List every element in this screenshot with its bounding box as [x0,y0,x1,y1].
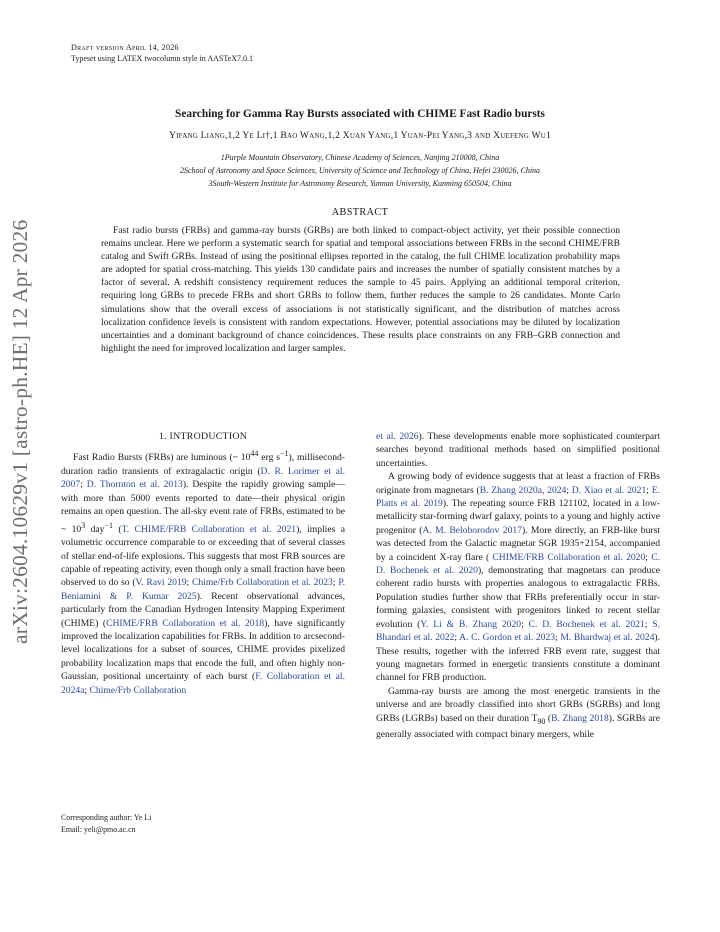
text-run: ( [112,523,122,535]
left-column [61,430,345,697]
text-run: ; [84,684,90,696]
intro-paragraph-2 [376,470,660,685]
text-run: ; [555,632,561,644]
citation-link[interactable]: 2024 [547,484,567,496]
citation-link[interactable]: P. Beniamini & P. Kumar 2025 [61,577,345,602]
citation-link[interactable]: CHIME/FRB Collaboration et al. 2020 [492,551,646,563]
text-run: ), millisecond-duration radio transients of extragalactic origin ( [61,452,346,477]
citation-link[interactable]: D. Thornton et al. 2013 [86,479,183,491]
footnote [61,812,151,835]
text-run: ). SGRBs are generally associated with compact binary mergers, while [376,712,661,740]
text-run: ; [80,479,87,491]
arxiv-stamp: arXiv:2604.10629v1 [astro-ph.HE] 12 Apr 2026 [8,219,32,644]
citation-link[interactable]: Y. Li & B. Zhang 2020 [420,618,522,630]
affiliation-1: 1Purple Mountain Observatory, Chinese Academy of Sciences, Nanjing 210008, China [220,153,500,162]
citation-link[interactable]: D. Xiao et al. 2021 [571,484,647,496]
text-run: , [541,484,548,496]
citation-link[interactable]: T. CHIME/FRB Collaboration et al. 2021 [121,523,297,535]
affiliations [60,151,660,190]
citation-link[interactable]: et al. 2026 [376,431,419,442]
subscript: 90 [537,716,546,726]
citation-link[interactable]: B. Zhang 2018 [551,712,609,724]
text-run: ; [521,618,529,630]
citation-link[interactable]: E. Platts et al. 2019 [376,484,660,510]
text-run: Fast Radio Bursts (FRBs) are luminous (~ 10 [73,452,251,464]
text-run: ). These developments enable more sophisticated counterpart searches beyond traditional methods based on simplified positional uncertainties. [376,431,660,469]
text-run: ; [186,577,192,589]
superscript: −1 [104,520,113,530]
affiliation-3: 3South-Western Institute for Astronomy Research, Yunnan University, Kunming 650504, China [208,179,512,188]
author-list: Yifang Liang,1,2 Ye Li†,1 Bao Wang,1,2 Xuan Yang,1 Yuan-Pei Yang,3 and Xuefeng Wu1 [169,130,551,141]
citation-link[interactable]: C. D. Bochenek et al. 2021 [528,618,645,630]
text-run: ; [646,484,652,496]
section-heading: 1. INTRODUCTION [158,431,248,442]
typeset-note: Typeset using LATEX twocolumn style in AASTeX7.0.1 [71,54,253,63]
citation-link[interactable]: Chime/Frb Collaboration et al. 2023 [191,577,333,589]
text-run: ), have significantly improved the localization capabilities for FRBs. In addition to arcsecond-level localizations for a subset of sources, CHIME provides pixelized probability localization maps that encode the full, and often highly non-Gaussian, positional uncertainty of each burst ( [61,617,345,683]
text-run: ). Despite the rapidly growing sample—with more than 5000 events reported to date—their physical origin remains an open question. The all-sky event rate of FRBs, estimated to be ~ 10 [61,479,345,535]
text-run: ; [454,632,460,644]
text-run: ; [644,618,653,630]
text-run: day [85,523,105,535]
superscript: 44 [250,449,259,459]
text-run: ; [566,484,572,496]
affiliation-2: 2School of Astronomy and Space Sciences, University of Science and Technology of China, Hefei 230026, China [179,166,541,175]
author-email: Email: yeli@pmo.ac.cn [61,824,136,834]
corresponding-author: Corresponding author: Ye Li [61,813,152,822]
text-run: ). Recent observational advances, particularly from the Canadian Hydrogen Intensity Mapping Experiment (CHIME) ( [61,590,345,629]
preprint-header [71,42,253,64]
intro-paragraph-1-cont [376,430,660,470]
text-run: ( [545,712,552,724]
text-run: ). More directly, an FRB-like burst was detected from the Galactic magnetar SGR 1935+2154, accompanied by a coincident X-ray flare ( [376,524,660,563]
abstract-heading: ABSTRACT [331,207,389,218]
superscript: 3 [81,520,86,530]
text-run: Gamma-ray bursts are among the most energetic transients in the universe and are broadly classified into short GRBs (SGRBs) and long GRBs (LGRBs) based on their duration T [376,685,660,724]
citation-link[interactable]: V. Ravi 2019 [135,577,187,589]
right-column [376,430,660,741]
text-run: ), demonstrating that magnetars can produce coherent radio bursts with properties analogous to extragalactic FRBs. Population studies further show that FRBs preferentially occur in star-forming galaxies, consistent with progenitors linked to recent stellar evolution ( [376,565,660,630]
citation-link[interactable]: B. Zhang 2020a [479,484,542,496]
citation-link[interactable]: F. Collaboration et al. 2024a [61,671,345,696]
citation-link[interactable]: D. R. Lorimer et al. 2007 [61,466,345,491]
text-run: ; [645,551,652,563]
abstract-text: Fast radio bursts (FRBs) and gamma-ray bursts (GRBs) are both linked to compact-object activity, yet their possible connection remains unclear. Here we perform a systematic search for spatial and temporal associations between FRBs in the second CHIME/FRB catalog and Swift GRBs. Instead of using the positional ellipses reported in the catalog, the full CHIME localization probability maps are adopted for spatial cross-matching. This yields 130 candidate pairs and increases the number of spatially consistent matches by a factor of several. A redshift consistency requirement reduces the sample to 45 pairs. Applying an additional temporal criterion, requiring long GRBs to precede FRBs and short GRBs to follow them, further reduces the sample to 26 candidates. Monte Carlo simulations show that the overall excess of associations is not statistically significant, and the distribution of matches across localization confidence levels is consistent with random expectations. However, potential associations may be diluted by localization uncertainties and a dominant background of chance coincidences. These results place constraints on any FRB–GRB connection and highlight the need for improved localization and larger samples. [101,225,620,354]
text-run: ). These results, together with the inferred FRB event rate, suggest that young magnetars formed in energetic transients constitute a dominant channel for FRB production. [376,632,660,684]
citation-link[interactable]: A. C. Gordon et al. 2023 [459,632,556,644]
citation-link[interactable]: CHIME/FRB Collaboration et al. 2018 [106,617,265,629]
superscript: −1 [280,449,289,459]
citation-link[interactable]: S. Bhandari et al. 2022 [376,618,660,644]
text-run: erg s [258,452,281,464]
paper-title: Searching for Gamma Ray Bursts associated with CHIME Fast Radio bursts [175,108,545,120]
citation-link[interactable]: C. D. Bochenek et al. 2020 [376,551,661,577]
intro-paragraph-3 [376,685,660,742]
intro-paragraph-1 [61,447,345,697]
text-run: ; [332,577,339,589]
citation-link[interactable]: Chime/Frb Collaboration [89,684,187,696]
citation-link[interactable]: A. M. Beloborodov 2017 [422,524,522,536]
citation-link[interactable]: M. Bhardwaj et al. 2024 [560,632,655,644]
text-run: ), implies a volumetric occurrence comparable to or exceeding that of several classes of stellar end-of-life explosions. This suggests that most FRB sources are capable of repeating activity, even though only a small fraction have been observed to do so ( [61,523,345,589]
text-run: A growing body of evidence suggests that at least a fraction of FRBs originate from magnetars ( [376,471,660,496]
text-run: ). The repeating source FRB 121102, located in a low-metallicity star-forming dwarf galaxy, points to a young and highly active progenitor ( [376,498,660,536]
draft-version: Draft version April 14, 2026 [71,43,179,52]
